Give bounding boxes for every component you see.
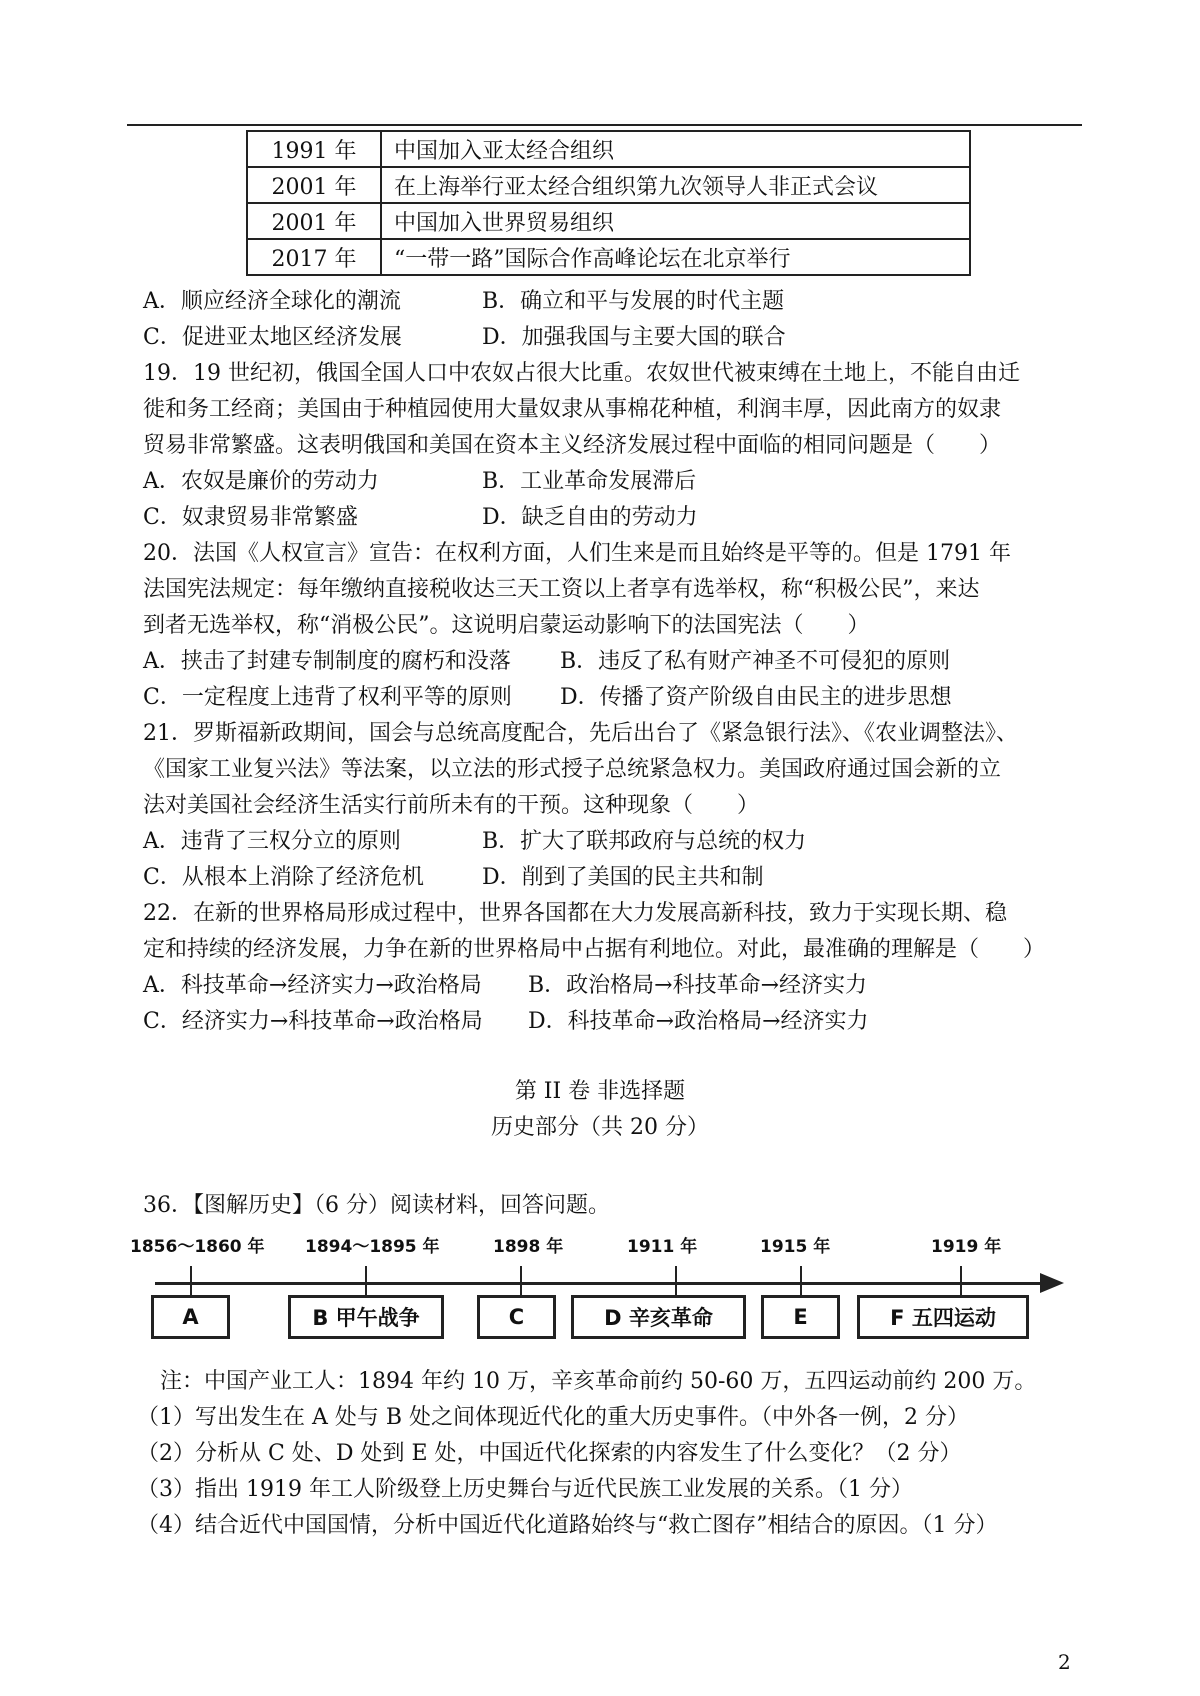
q20-stem-line: 法国宪法规定：每年缴纳直接税收达三天工资以上者享有选举权，称“积极公民”，来达 [143,577,980,602]
table-event: 中国加入世界贸易组织 [381,203,970,239]
timeline-year: 1894～1895 年 [305,1237,440,1257]
timeline-axis [155,1282,1045,1285]
q20-option-b: B．违反了私有财产神圣不可侵犯的原则 [560,649,951,674]
q20-option-c: C．一定程度上违背了权利平等的原则 [143,685,512,710]
timeline-year: 1915 年 [760,1237,831,1257]
q20-stem-line: 20．法国《人权宣言》宣告：在权利方面，人们生来是而且始终是平等的。但是 1791 年 [143,541,1011,566]
q21-stem-line: 《国家工业复兴法》等法案，以立法的形式授子总统紧急权力。美国政府通过国会新的立 [143,757,1002,782]
table-event: 中国加入亚太经合组织 [381,131,970,167]
q36-note: 注：中国产业工人：1894 年约 10 万，辛亥革命前约 50-60 万，五四运动前约 200 万。 [160,1369,1037,1394]
q36-heading: 36．【图解历史】（6 分）阅读材料，回答问题。 [143,1193,610,1218]
q36-subquestion-1: （1）写出发生在 A 处与 B 处之间体现近代化的重大历史事件。（中外各一例，2 分） [137,1405,970,1430]
q21-option-b: B．扩大了联邦政府与总统的权力 [482,829,807,854]
q20-stem-line: 到者无选举权，称“消极公民”。这说明启蒙运动影响下的法国宪法（ ） [143,613,870,638]
q18-option-c: C．促进亚太地区经济发展 [143,325,402,350]
q21-option-c: C．从根本上消除了经济危机 [143,865,424,890]
table-year: 2001 年 [247,167,381,203]
table-event: 在上海举行亚太经合组织第九次领导人非正式会议 [381,167,970,203]
q19-stem-line: 徙和务工经商；美国由于种植园使用大量奴隶从事棉花种植，利润丰厚，因此南方的奴隶 [143,397,1002,422]
table-row [247,203,970,239]
table-row [247,131,970,167]
timeline-tick [365,1266,367,1295]
table-event: “一带一路”国际合作高峰论坛在北京举行 [381,239,970,275]
timeline-tick [960,1266,962,1295]
q19-option-d: D．缺乏自由的劳动力 [482,505,698,530]
q21-stem-line: 法对美国社会经济生活实行前所未有的干预。这种现象（ ） [143,793,760,818]
q22-stem-line: 定和持续的经济发展，力争在新的世界格局中占据有利地位。对此，最准确的理解是（ ） [143,937,1046,962]
q19-option-c: C．奴隶贸易非常繁盛 [143,505,358,530]
table-year: 2001 年 [247,203,381,239]
timeline-box-a: A [151,1295,230,1339]
q22-option-c: C．经济实力→科技革命→政治格局 [143,1009,483,1034]
table-row [247,167,970,203]
table-row [247,239,970,275]
q22-option-b: B．政治格局→科技革命→经济实力 [528,973,868,998]
q18-option-a: A．顺应经济全球化的潮流 [143,289,401,314]
q19-option-a: A．农奴是廉价的劳动力 [143,469,379,494]
q22-option-a: A．科技革命→经济实力→政治格局 [143,973,482,998]
events-table [246,130,971,276]
timeline-year: 1898 年 [493,1237,564,1257]
q36-subquestion-3: （3）指出 1919 年工人阶级登上历史舞台与近代民族工业发展的关系。（1 分） [137,1477,913,1502]
q21-option-d: D．削到了美国的民主共和制 [482,865,764,890]
header-rule [127,124,1082,126]
q21-stem-line: 21．罗斯福新政期间，国会与总统高度配合，先后出台了《紧急银行法》、《农业调整法》、 [143,721,1018,746]
timeline-box-b: B 甲午战争 [288,1295,444,1339]
q19-stem-line: 19．19 世纪初，俄国全国人口中农奴占很大比重。农奴世代被束缚在土地上，不能自由迁 [143,361,1020,386]
q21-option-a: A．违背了三权分立的原则 [143,829,401,854]
table-year: 1991 年 [247,131,381,167]
q19-stem-line: 贸易非常繁盛。这表明俄国和美国在资本主义经济发展过程中面临的相同问题是（ ） [143,433,1002,458]
section-subtitle: 历史部分（共 20 分） [491,1115,709,1140]
q36-subquestion-2: （2）分析从 C 处、D 处到 E 处，中国近代化探索的内容发生了什么变化？（2 分） [137,1441,962,1466]
timeline-box-e: E [761,1295,840,1339]
timeline-year: 1911 年 [627,1237,698,1257]
q22-stem-line: 22．在新的世界格局形成过程中，世界各国都在大力发展高新科技，致力于实现长期、稳 [143,901,1007,926]
q20-option-d: D．传播了资产阶级自由民主的进步思想 [560,685,952,710]
section-title: 第 II 卷 非选择题 [514,1079,686,1104]
q36-subquestion-4: （4）结合近代中国国情，分析中国近代化道路始终与“救亡图存”相结合的原因。（1 分） [137,1513,998,1538]
q19-option-b: B．工业革命发展滞后 [482,469,697,494]
q18-option-d: D．加强我国与主要大国的联合 [482,325,786,350]
timeline-box-c: C [477,1295,556,1339]
timeline-year: 1856～1860 年 [130,1237,265,1257]
q18-option-b: B．确立和平与发展的时代主题 [482,289,785,314]
q22-option-d: D．科技革命→政治格局→经济实力 [528,1009,869,1034]
timeline-box-d: D 辛亥革命 [571,1295,746,1339]
timeline-box-f: F 五四运动 [857,1295,1029,1339]
page-number: 2 [1058,1650,1071,1674]
timeline-tick [675,1266,677,1295]
q20-option-a: A．挟击了封建专制制度的腐朽和没落 [143,649,511,674]
table-year: 2017 年 [247,239,381,275]
timeline-year: 1919 年 [931,1237,1002,1257]
timeline-tick [800,1266,802,1295]
timeline-arrow-icon [1040,1273,1064,1293]
timeline-tick [190,1266,192,1295]
timeline-tick [520,1266,522,1295]
